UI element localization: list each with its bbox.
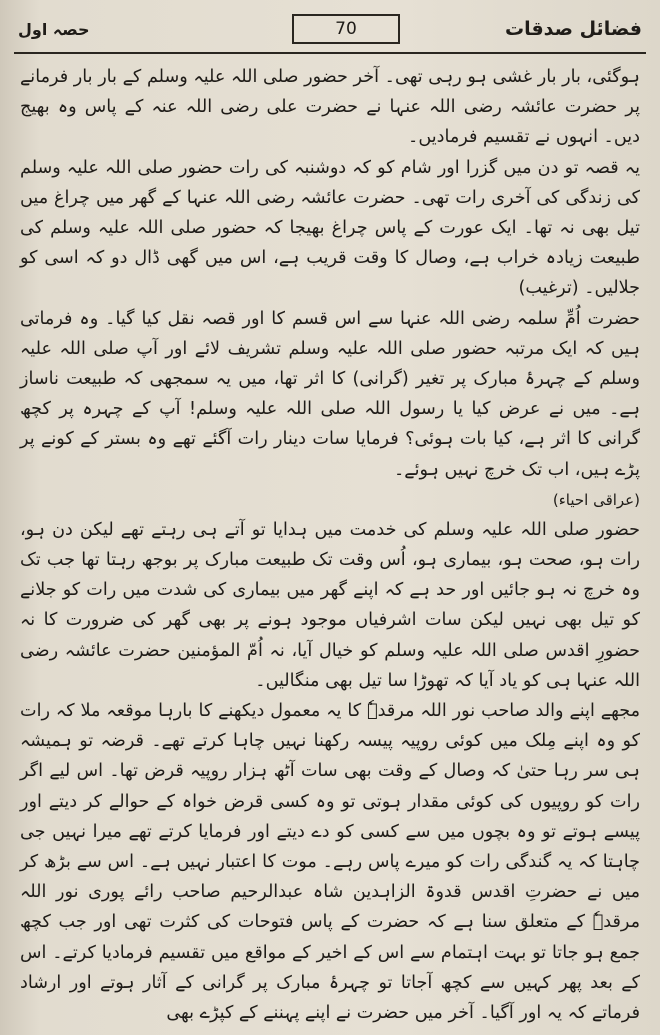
paragraph: ہوگئی، بار بار غشی ہو رہی تھی۔ آخر حضور صلی اللہ علیہ وسلم کے بار بار فرمانے پر حضرت عائشہ رضی اللہ عنہا نے حضرت علی رضی اللہ عنہ کے پاس وہ بھیج دیں۔ انہوں نے تقسیم فرمادیں۔ bbox=[20, 67, 640, 148]
header-rule bbox=[14, 52, 646, 54]
part-label: حصہ اول bbox=[18, 20, 90, 39]
page-body bbox=[20, 62, 640, 1035]
page-number: 70 bbox=[292, 14, 400, 44]
page-header bbox=[18, 14, 642, 48]
paragraph: مجھے اپنے والد صاحب نور اللہ مرقدہٗ کا یہ معمول دیکھنے کا بارہا موقعہ ملا کہ رات کو وہ اپنے مِلک میں کوئی روپیہ پیسہ رکھنا نہیں چاہا کرتے تھے۔ قرضہ تو ہمیشہ ہی سر رہا حتیٰ کہ وصال کے وقت بھی سات آٹھ ہزار روپیہ قرض تھا۔ اس لیے اگر رات کو روپیوں کی کوئی مقدار ہوتی تو وہ کسی قرض خواہ کے حوالے کر دیتے اور پیسے ہوتے تو وہ بچوں میں سے کسی کو دے دیتے اور فرمایا کرتے تھے میرا نہیں جی چاہتا کہ یہ گندگی رات کو میرے پاس رہے۔ موت کا اعتبار نہیں ہے۔ اس سے بڑھ کر میں نے حضرتِ اقدس قدوۃ الزاہدین شاہ عبدالرحیم صاحب رائے پوری نور اللہ مرقدہٗ کے متعلق سنا ہے کہ حضرت کے پاس فتوحات کی کثرت تھی اور جب کچھ جمع ہو جاتا تو بہت اہتمام سے اس کے اخیر کے مواقع میں تقسیم فرمادیا کرتے۔ اس کے بعد پھر کہیں سے کچھ آجاتا تو چہرۂ مبارک پر گرانی کے آثار ہوتے اور ارشاد فرماتے کہ یہ اور آگیا۔ آخر میں حضرت نے اپنے پہننے کے کپڑے بھی bbox=[20, 701, 640, 1024]
paragraph: یہ قصہ تو دن میں گزرا اور شام کو کہ دوشنبہ کی رات حضور صلی اللہ علیہ وسلم کی زندگی کی آخری رات تھی۔ حضرت عائشہ رضی اللہ عنہا کے گھر میں چراغ میں تیل بھی نہ تھا۔ ایک عورت کے پاس چراغ بھیجا کہ حضور صلی اللہ علیہ وسلم کی طبیعت زیادہ خراب ہے، وصال کا وقت قریب ہے، اس میں گھی ڈال دو کہ اسی کو جلالیں۔ (ترغیب) bbox=[20, 157, 640, 299]
paragraph: حضور صلی اللہ علیہ وسلم کی خدمت میں ہدایا تو آتے ہی رہتے تھے لیکن دن ہو، رات ہو، صحت ہو، بیماری ہو، اُس وقت تک طبیعت مبارک پر بوجھ رہتا تھا جب تک وہ خرچ نہ ہو جائیں اور حد ہے کہ اپنے گھر میں بیماری کی شدت میں رات کو جلانے کو تیل بھی نہیں لیکن سات اشرفیاں موجود ہونے پر بھی گھر کی ضرورت کا نہ حضورِ اقدس صلی اللہ علیہ وسلم کو خیال آیا، نہ اُمّ المؤمنین حضرت عائشہ رضی اللہ عنہا ہی کو یاد آیا کہ تھوڑا سا تیل بھی منگالیں۔ bbox=[20, 519, 640, 691]
book-title: فضائل صدقات bbox=[504, 18, 642, 40]
paragraph: حضرت اُمِّ سلمہ رضی اللہ عنہا سے اس قسم کا اور قصہ نقل کیا گیا۔ وہ فرماتی ہیں کہ ایک مرتبہ حضور صلی اللہ علیہ وسلم تشریف لائے اور آپ صلی اللہ علیہ وسلم کے چہرۂ مبارک پر تغیر (گرانی) کا اثر تھا، میں یہ سمجھی کہ طبیعت ناساز ہے۔ میں نے عرض کیا یا رسول اللہ صلی اللہ علیہ وسلم! آپ کے چہرہ پر کچھ گرانی کا اثر ہے، کیا بات ہوئی؟ فرمایا سات دینار رات آگئے تھے وہ بستر کے کونے پر پڑے ہیں، اب تک خرچ نہیں ہوئے۔ bbox=[20, 308, 640, 480]
source-citation: (عراقی احیاء) bbox=[552, 490, 640, 509]
